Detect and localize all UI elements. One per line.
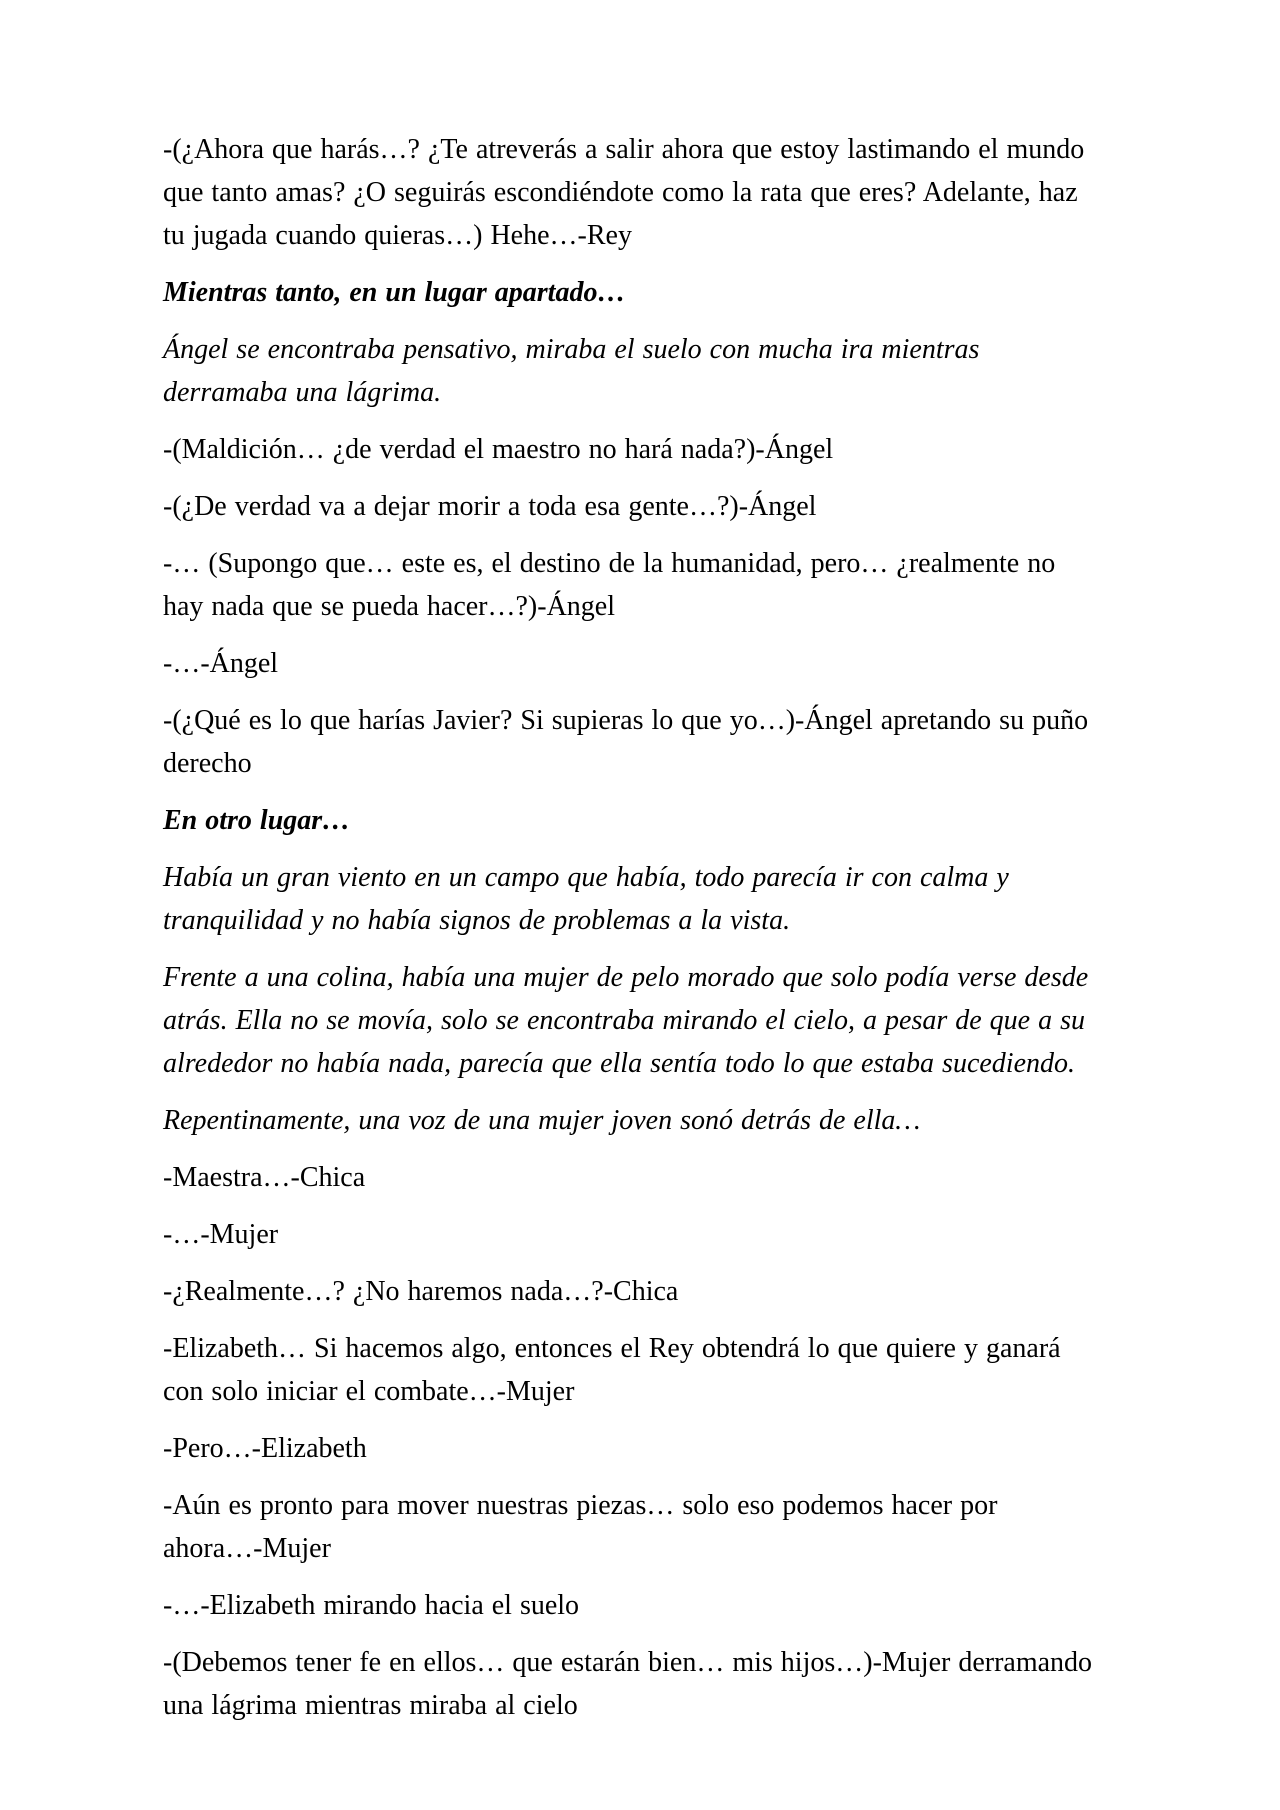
dialogue-paragraph: -(¿De verdad va a dejar morir a toda esa gente…?)-Ángel <box>163 491 817 522</box>
scene-heading: En otro lugar… <box>163 805 351 836</box>
narration-paragraph: Había un gran viento en un campo que había, todo parecía ir con calma y tranquilidad y no había signos de problemas a la vista. <box>163 862 1009 936</box>
dialogue-paragraph: -…-Ángel <box>163 648 279 679</box>
dialogue-paragraph: -Maestra…-Chica <box>163 1162 366 1193</box>
narration-paragraph: Repentinamente, una voz de una mujer joven sonó detrás de ella… <box>163 1105 921 1136</box>
dialogue-paragraph: -(¿Qué es lo que harías Javier? Si supieras lo que yo…)-Ángel apretando su puño derecho <box>163 705 1089 779</box>
narration-paragraph: Frente a una colina, había una mujer de pelo morado que solo podía verse desde atrás. Ella no se movía, solo se encontraba mirando el cielo, a pesar de que a su alrededor no había nada, parecía que ella sentía todo lo que estaba sucediendo. <box>163 962 1089 1079</box>
dialogue-paragraph: -(Debemos tener fe en ellos… que estarán bien… mis hijos…)-Mujer derramando una lágrima mientras miraba al cielo <box>163 1647 1093 1721</box>
dialogue-paragraph: -…-Elizabeth mirando hacia el suelo <box>163 1590 580 1621</box>
dialogue-paragraph: -¿Realmente…? ¿No haremos nada…?-Chica <box>163 1276 679 1307</box>
scene-heading: Mientras tanto, en un lugar apartado… <box>163 277 626 308</box>
dialogue-paragraph: -Elizabeth… Si hacemos algo, entonces el Rey obtendrá lo que quiere y ganará con solo iniciar el combate…-Mujer <box>163 1333 1061 1407</box>
dialogue-paragraph: -Pero…-Elizabeth <box>163 1433 367 1464</box>
dialogue-paragraph: -… (Supongo que… este es, el destino de la humanidad, pero… ¿realmente no hay nada que se pueda hacer…?)-Ángel <box>163 548 1056 622</box>
document-body <box>163 128 1095 1741</box>
dialogue-paragraph: -(¿Ahora que harás…? ¿Te atreverás a salir ahora que estoy lastimando el mundo que tanto amas? ¿O seguirás escondiéndote como la rata que eres? Adelante, haz tu jugada cuando quieras…) Hehe…-Rey <box>163 134 1085 251</box>
narration-paragraph: Ángel se encontraba pensativo, miraba el suelo con mucha ira mientras derramaba una lágrima. <box>163 334 980 408</box>
dialogue-paragraph: -Aún es pronto para mover nuestras piezas… solo eso podemos hacer por ahora…-Mujer <box>163 1490 998 1564</box>
dialogue-paragraph: -(Maldición… ¿de verdad el maestro no hará nada?)-Ángel <box>163 434 834 465</box>
dialogue-paragraph: -…-Mujer <box>163 1219 279 1250</box>
